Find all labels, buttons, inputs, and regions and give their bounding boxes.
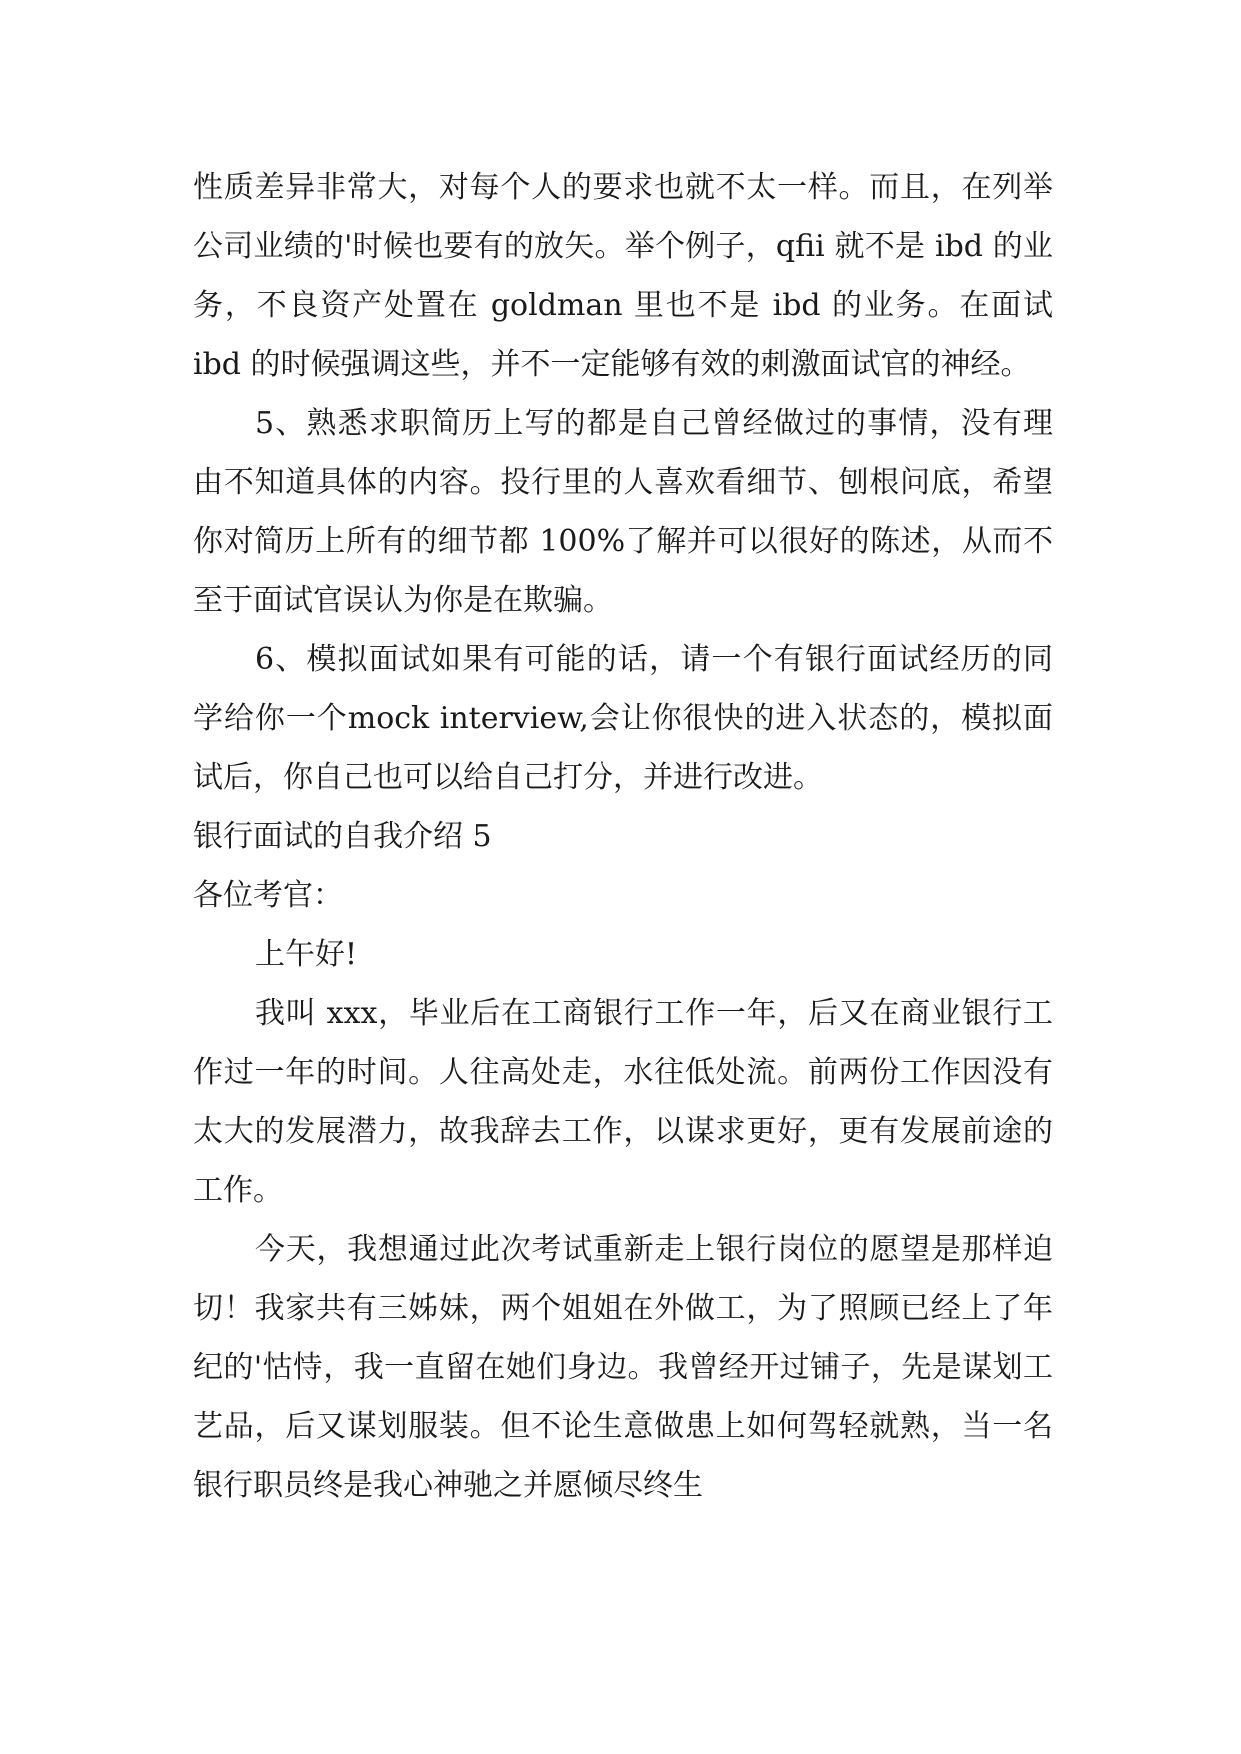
greeting: 上午好! bbox=[255, 937, 358, 972]
paragraph-tip-5: 5、熟悉求职简历上写的都是自己曾经做过的事情，没有理由不知道具体的内容。投行里的人喜欢看细节、刨根问底，希望你对简历上所有的细节都 100%了解并可以很好的陈述，从而不至于面试官误认为你是在欺骗。 bbox=[193, 406, 1053, 618]
body-paragraph-intro: 我叫 xxx，毕业后在工商银行工作一年，后又在商业银行工作过一年的时间。人往高处走，水往低处流。前两份工作因没有太大的发展潜力，故我辞去工作，以谋求更好，更有发展前途的工作。 bbox=[193, 996, 1053, 1208]
document-body bbox=[193, 158, 1053, 1515]
paragraph-continued: 性质差异非常大，对每个人的要求也就不太一样。而且，在列举公司业绩的'时候也要有的放矢。举个例子，qfii 就不是 ibd 的业务，不良资产处置在 goldman 里也不是 ibd 的业务。在面试 ibd 的时候强调这些，并不一定能够有效的刺激面试官的神经。 bbox=[193, 170, 1053, 382]
salutation: 各位考官： bbox=[193, 878, 343, 913]
body-paragraph-motivation: 今天，我想通过此次考试重新走上银行岗位的愿望是那样迫切！我家共有三姊妹，两个姐姐在外做工，为了照顾已经上了年纪的'怙恃，我一直留在她们身边。我曾经开过铺子，先是谋划工艺品，后又谋划服装。但不论生意做患上如何驾轻就熟，当一名银行职员终是我心神驰之并愿倾尽终生 bbox=[193, 1232, 1053, 1503]
paragraph-tip-6: 6、模拟面试如果有可能的话，请一个有银行面试经历的同学给你一个mock interview,会让你很快的进入状态的，模拟面试后，你自己也可以给自己打分，并进行改进。 bbox=[193, 642, 1053, 795]
section-title: 银行面试的自我介绍 5 bbox=[193, 819, 492, 854]
